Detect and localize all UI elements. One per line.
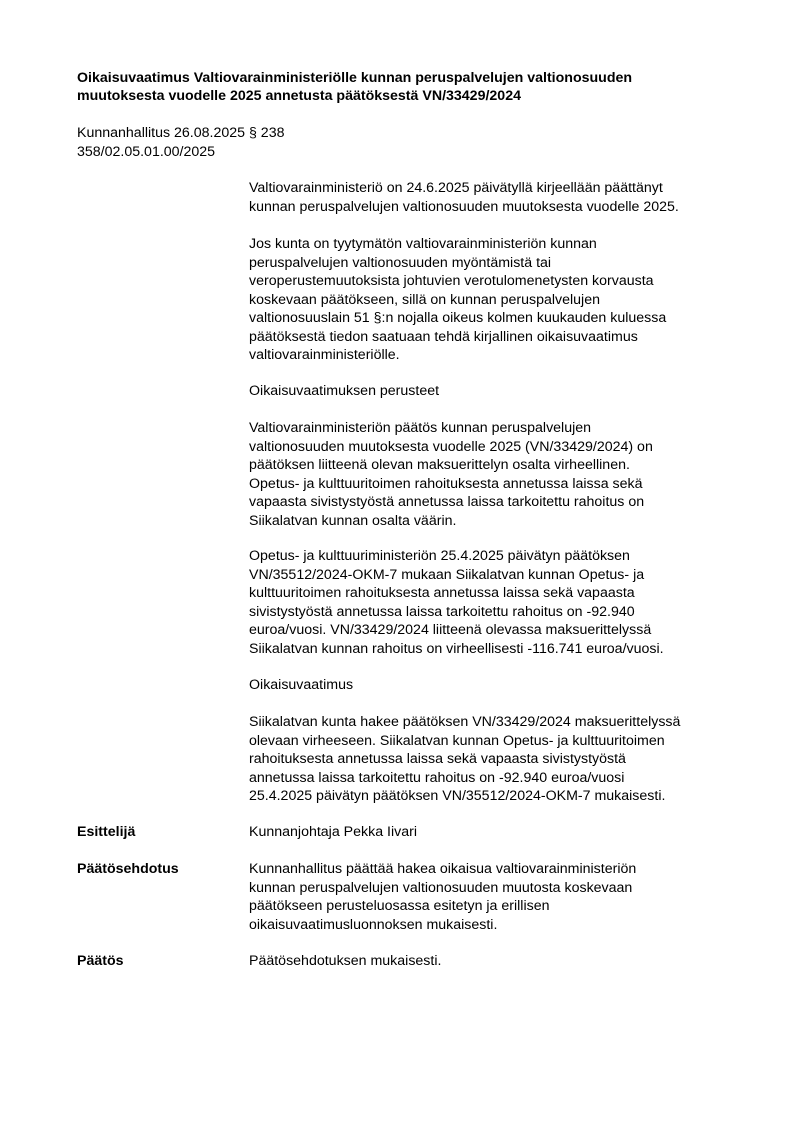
text-line: Siikalatvan kunnan rahoitus on virheellisesti -116.741 euroa/vuosi.	[249, 640, 664, 657]
text-line: Oikaisuvaatimuksen perusteet	[249, 383, 440, 399]
text-line: kunnan peruspalvelujen valtionosuuden muutoksesta vuodelle 2025.	[249, 198, 679, 215]
text-line: valtiovarainministeriölle.	[249, 347, 400, 363]
meeting-date-line: Kunnanhallitus 26.08.2025 § 238	[77, 125, 285, 141]
text-line: 25.4.2025 päivätyn päätöksen VN/35512/2024-OKM-7 mukaisesti.	[249, 788, 666, 804]
paragraph-grounds	[249, 419, 749, 530]
text-line: Opetus- ja kulttuuritoimen rahoituksesta annetussa laissa sekä	[249, 475, 643, 492]
paragraph-okm-decision	[249, 547, 749, 658]
subheading-appeal	[249, 676, 749, 695]
text-line: rahoituksesta annetussa laissa sekä vapaasta sivistystyöstä	[249, 751, 626, 767]
text-line: Valtiovarainministeriö on 24.6.2025 päivätyllä kirjeellään päättänyt	[249, 180, 663, 196]
text-line: VN/35512/2024-OKM-7 mukaan Siikalatvan kunnan Opetus- ja	[249, 566, 645, 583]
decision-text	[249, 952, 749, 971]
text-line: Päätösehdotuksen mukaisesti.	[249, 953, 442, 969]
text-line: päätöksestä tiedon saatuaan tehdä kirjallinen oikaisuvaatimus	[249, 328, 638, 345]
text-line: sivistystyöstä annetussa laissa tarkoitettu rahoitus on -92.940	[249, 603, 635, 620]
decision-label: Päätös	[77, 953, 124, 969]
proposal-label: Päätösehdotus	[77, 861, 179, 877]
text-line: Siikalatvan kunnan osalta väärin.	[249, 512, 457, 529]
paragraph-appeal	[249, 713, 749, 806]
text-line: päätöksen liitteenä olevan maksuerittelyn osalta virheellinen.	[249, 457, 630, 473]
text-line: Oikaisuvaatimus	[249, 677, 354, 693]
text-line: kunnan peruspalvelujen valtionosuuden muutosta koskevaan	[249, 879, 633, 896]
text-line: Opetus- ja kulttuuriministeriön 25.4.2025 päivätyn päätöksen	[249, 548, 630, 564]
text-line: annetussa laissa tarkoitettu rahoitus on -92.940 euroa/vuosi	[249, 769, 625, 786]
text-line: Valtiovarainministeriön päätös kunnan peruspalvelujen	[249, 420, 592, 436]
proposal-text	[249, 860, 749, 934]
paragraph-appeal-right	[249, 235, 749, 365]
text-line: veroperustemuutoksista johtuvien verotulomenetysten korvausta	[249, 273, 654, 289]
text-line: vapaasta sivistystyöstä annetussa laissa tarkoitettu rahoitus on	[249, 494, 645, 510]
text-line: kulttuuritoimen rahoituksesta annetussa laissa sekä vapaasta	[249, 585, 635, 601]
text-line: valtionosuuden muutoksesta vuodelle 2025 (VN/33429/2024) on	[249, 438, 653, 455]
meeting-meta	[77, 124, 284, 161]
presenter-label: Esittelijä	[77, 824, 136, 840]
title-line-1: Oikaisuvaatimus Valtiovarainministeriölle kunnan peruspalvelujen valtionosuuden	[77, 70, 633, 86]
text-line: Kunnanhallitus päättää hakea oikaisua valtiovarainministeriön	[249, 861, 637, 877]
text-line: olevaan virheeseen. Siikalatvan kunnan Opetus- ja kulttuuritoimen	[249, 732, 665, 749]
paragraph-decision-notice	[249, 179, 749, 216]
text-line: Jos kunta on tyytymätön valtiovarainministeriön kunnan	[249, 236, 597, 252]
subheading-grounds	[249, 382, 749, 401]
text-line: Siikalatvan kunta hakee päätöksen VN/33429/2024 maksuerittelyssä	[249, 714, 681, 730]
text-line: peruspalvelujen valtionosuuden myöntämistä tai	[249, 254, 552, 271]
text-line: koskevaan päätökseen, sillä on kunnan peruspalvelujen	[249, 291, 600, 308]
text-line: euroa/vuosi. VN/33429/2024 liitteenä olevassa maksuerittelyssä	[249, 622, 652, 638]
text-line: päätökseen perusteluosassa esitetyn ja erillisen	[249, 898, 550, 914]
text-line: oikaisuvaatimusluonnoksen mukaisesti.	[249, 916, 498, 933]
text-line: Kunnanjohtaja Pekka Iivari	[249, 824, 417, 840]
document-title	[77, 69, 757, 105]
record-number: 358/02.05.01.00/2025	[77, 143, 216, 160]
text-line: valtionosuuslain 51 §:n nojalla oikeus kolmen kuukauden kuluessa	[249, 310, 667, 326]
title-line-2: muutoksesta vuodelle 2025 annetusta päätöksestä VN/33429/2024	[77, 88, 521, 104]
presenter-value	[249, 823, 749, 842]
